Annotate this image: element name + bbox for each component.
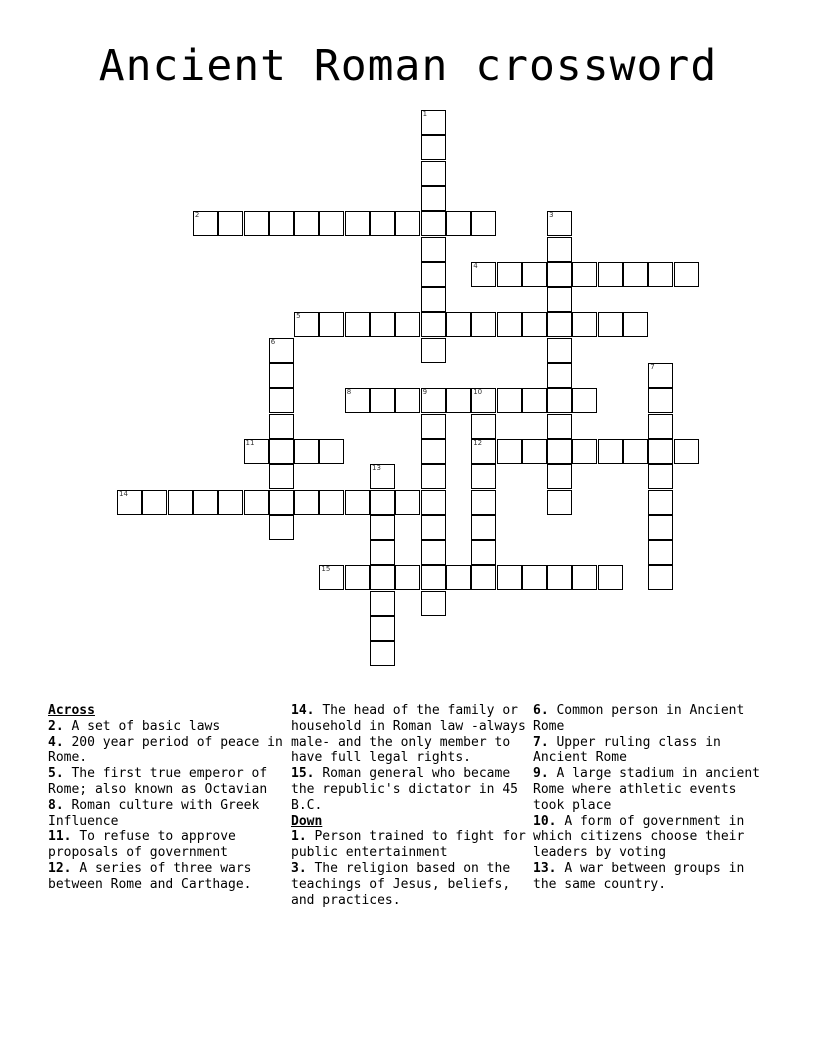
clue-across-2: 2. A set of basic laws [48, 718, 221, 734]
grid-cell[interactable] [421, 591, 446, 616]
grid-cell[interactable] [269, 439, 294, 464]
grid-cell[interactable] [598, 312, 623, 337]
cell-number: 1 [422, 110, 428, 118]
grid-cell[interactable] [674, 439, 699, 464]
grid-cell[interactable] [547, 338, 572, 363]
clue-down-13: 13. A war between groups in the same country. [533, 860, 745, 892]
grid-cell[interactable] [421, 490, 446, 515]
grid-cell[interactable] [471, 540, 496, 565]
cell-number: 10 [473, 388, 483, 397]
grid-cell[interactable] [269, 515, 294, 540]
grid-cell[interactable] [319, 490, 344, 515]
grid-cell[interactable] [547, 262, 572, 287]
grid-cell[interactable] [395, 211, 420, 236]
grid-cell[interactable] [345, 312, 370, 337]
grid-cell[interactable] [319, 439, 344, 464]
grid-cell[interactable] [471, 490, 496, 515]
grid-cell[interactable] [269, 338, 294, 363]
grid-cell[interactable] [547, 414, 572, 439]
cell-number: 5 [296, 312, 301, 321]
grid-cell[interactable] [319, 565, 344, 590]
clue-across-4: 4. 200 year period of peace in Rome. [48, 734, 283, 766]
grid-cell[interactable] [674, 262, 699, 287]
grid-cell[interactable] [370, 464, 395, 489]
grid-cell[interactable] [421, 237, 446, 262]
grid-cell[interactable] [471, 211, 496, 236]
grid-cell[interactable] [446, 565, 471, 590]
grid-cell[interactable] [345, 490, 370, 515]
grid-cell[interactable] [370, 540, 395, 565]
grid-cell[interactable] [294, 312, 319, 337]
grid-cell[interactable] [421, 464, 446, 489]
grid-cell[interactable] [244, 211, 269, 236]
grid-cell[interactable] [598, 439, 623, 464]
grid-cell[interactable] [319, 312, 344, 337]
page-title: Ancient Roman crossword [98, 41, 718, 91]
grid-cell[interactable] [572, 439, 597, 464]
grid-cell[interactable] [193, 211, 218, 236]
cell-number: 9 [422, 388, 428, 397]
grid-cell[interactable] [446, 388, 471, 413]
grid-cell[interactable] [648, 540, 673, 565]
grid-cell[interactable] [446, 211, 471, 236]
grid-cell[interactable] [547, 388, 572, 413]
grid-cell[interactable] [345, 565, 370, 590]
clue-across-15: 15. Roman general who became the republic's dictator in 45 B.C. [291, 766, 518, 813]
down-heading: Down [291, 813, 323, 829]
grid-cell[interactable] [522, 439, 547, 464]
grid-cell[interactable] [648, 565, 673, 590]
grid-cell[interactable] [497, 565, 522, 590]
grid-cell[interactable] [244, 490, 269, 515]
grid-cell[interactable] [598, 262, 623, 287]
grid-cell[interactable] [547, 287, 572, 312]
grid-cell[interactable] [117, 490, 142, 515]
grid-cell[interactable] [471, 464, 496, 489]
grid-cell[interactable] [294, 490, 319, 515]
grid-cell[interactable] [547, 312, 572, 337]
cell-number: 3 [549, 211, 554, 220]
grid-cell[interactable] [421, 211, 446, 236]
grid-cell[interactable] [218, 490, 243, 515]
grid-cell[interactable] [497, 262, 522, 287]
clue-down-7: 7. Upper ruling class in Ancient Rome [533, 734, 721, 766]
grid-cell[interactable] [269, 388, 294, 413]
grid-cell[interactable] [522, 565, 547, 590]
cell-number: 13 [372, 464, 381, 473]
cell-number: 11 [245, 438, 255, 447]
grid-cell[interactable] [370, 515, 395, 540]
grid-cell[interactable] [648, 515, 673, 540]
grid-cell[interactable] [648, 464, 673, 489]
grid-cell[interactable] [547, 363, 572, 388]
grid-cell[interactable] [294, 439, 319, 464]
grid-cell[interactable] [269, 464, 294, 489]
grid-cell[interactable] [471, 388, 496, 413]
grid-cell[interactable] [522, 312, 547, 337]
grid-cell[interactable] [648, 490, 673, 515]
clue-down-1: 1. Person trained to fight for public entertainment [291, 829, 526, 861]
clue-down-9: 9. A large stadium in ancient Rome where athletic events took place [533, 766, 760, 813]
clue-column-3 [533, 703, 769, 893]
clue-across-12: 12. A series of three wars between Rome and Carthage. [48, 860, 252, 892]
clue-column-2 [291, 703, 527, 908]
grid-cell[interactable] [421, 439, 446, 464]
grid-cell[interactable] [421, 515, 446, 540]
across-heading: Across [48, 703, 95, 718]
grid-cell[interactable] [648, 262, 673, 287]
grid-cell[interactable] [421, 262, 446, 287]
grid-cell[interactable] [623, 312, 648, 337]
grid-cell[interactable] [421, 110, 446, 135]
grid-cell[interactable] [395, 490, 420, 515]
clue-column-1 [48, 703, 284, 893]
grid-cell[interactable] [345, 211, 370, 236]
clue-down-6: 6. Common person in Ancient Rome [533, 703, 745, 734]
grid-cell[interactable] [547, 211, 572, 236]
grid-cell[interactable] [547, 565, 572, 590]
grid-cell[interactable] [471, 414, 496, 439]
grid-cell[interactable] [471, 262, 496, 287]
grid-cell[interactable] [598, 565, 623, 590]
cell-number: 4 [473, 261, 478, 270]
grid-cell[interactable] [269, 414, 294, 439]
grid-cell[interactable] [370, 616, 395, 641]
grid-cell[interactable] [395, 388, 420, 413]
cell-number: 7 [650, 363, 655, 371]
grid-cell[interactable] [395, 312, 420, 337]
grid-cell[interactable] [648, 439, 673, 464]
grid-cell[interactable] [471, 565, 496, 590]
cell-number: 12 [473, 438, 483, 447]
grid-cell[interactable] [421, 161, 446, 186]
grid-cell[interactable] [547, 490, 572, 515]
grid-cell[interactable] [648, 388, 673, 413]
grid-cell[interactable] [572, 262, 597, 287]
grid-cell[interactable] [421, 565, 446, 590]
grid-cell[interactable] [572, 388, 597, 413]
grid-cell[interactable] [471, 515, 496, 540]
grid-cell[interactable] [168, 490, 193, 515]
grid-cell[interactable] [244, 439, 269, 464]
grid-cell[interactable] [572, 565, 597, 590]
grid-cell[interactable] [446, 312, 471, 337]
cell-number: 2 [194, 211, 200, 220]
cell-number: 14 [119, 489, 128, 498]
grid-cell[interactable] [421, 388, 446, 413]
grid-cell[interactable] [572, 312, 597, 337]
grid-cell[interactable] [370, 490, 395, 515]
clue-across-14: 14. The head of the family or household in Roman law -always male- and the only member to have full legal rights. [291, 703, 526, 766]
grid-cell[interactable] [497, 388, 522, 413]
cell-number: 15 [321, 565, 331, 574]
grid-cell[interactable] [421, 312, 446, 337]
grid-cell[interactable] [421, 540, 446, 565]
grid-cell[interactable] [370, 312, 395, 337]
grid-cell[interactable] [421, 414, 446, 439]
grid-cell[interactable] [471, 439, 496, 464]
clue-across-5: 5. The first true emperor of Rome; also known as Octavian [48, 766, 268, 797]
grid-cell[interactable] [471, 312, 496, 337]
grid-cell[interactable] [370, 641, 395, 666]
grid-cell[interactable] [269, 363, 294, 388]
grid-cell[interactable] [648, 414, 673, 439]
clue-down-3: 3. The religion based on the teachings of Jesus, beliefs, and practices. [291, 860, 511, 908]
clue-down-10: 10. A form of government in which citizens choose their leaders by voting [533, 813, 745, 861]
cell-number: 6 [270, 337, 276, 346]
grid-cell[interactable] [269, 490, 294, 515]
grid-cell[interactable] [370, 211, 395, 236]
grid-cell[interactable] [547, 237, 572, 262]
grid-cell[interactable] [497, 439, 522, 464]
grid-cell[interactable] [370, 591, 395, 616]
grid-cell[interactable] [421, 287, 446, 312]
grid-cell[interactable] [142, 490, 167, 515]
grid-cell[interactable] [547, 464, 572, 489]
grid-cell[interactable] [218, 211, 243, 236]
grid-cell[interactable] [370, 565, 395, 590]
grid-cell[interactable] [294, 211, 319, 236]
grid-cell[interactable] [648, 363, 673, 388]
grid-cell[interactable] [522, 262, 547, 287]
grid-cell[interactable] [345, 388, 370, 413]
grid-cell[interactable] [522, 388, 547, 413]
grid-cell[interactable] [269, 211, 294, 236]
grid-cell[interactable] [319, 211, 344, 236]
clue-across-8: 8. Roman culture with Greek Influence [48, 797, 260, 829]
grid-cell[interactable] [623, 439, 648, 464]
grid-cell[interactable] [421, 186, 446, 211]
grid-cell[interactable] [421, 338, 446, 363]
grid-cell[interactable] [193, 490, 218, 515]
grid-cell[interactable] [547, 439, 572, 464]
clue-across-11: 11. To refuse to approve proposals of government [48, 829, 236, 861]
grid-cell[interactable] [370, 388, 395, 413]
grid-cell[interactable] [395, 565, 420, 590]
cell-number: 8 [346, 388, 352, 397]
grid-cell[interactable] [497, 312, 522, 337]
grid-cell[interactable] [421, 135, 446, 160]
grid-cell[interactable] [623, 262, 648, 287]
